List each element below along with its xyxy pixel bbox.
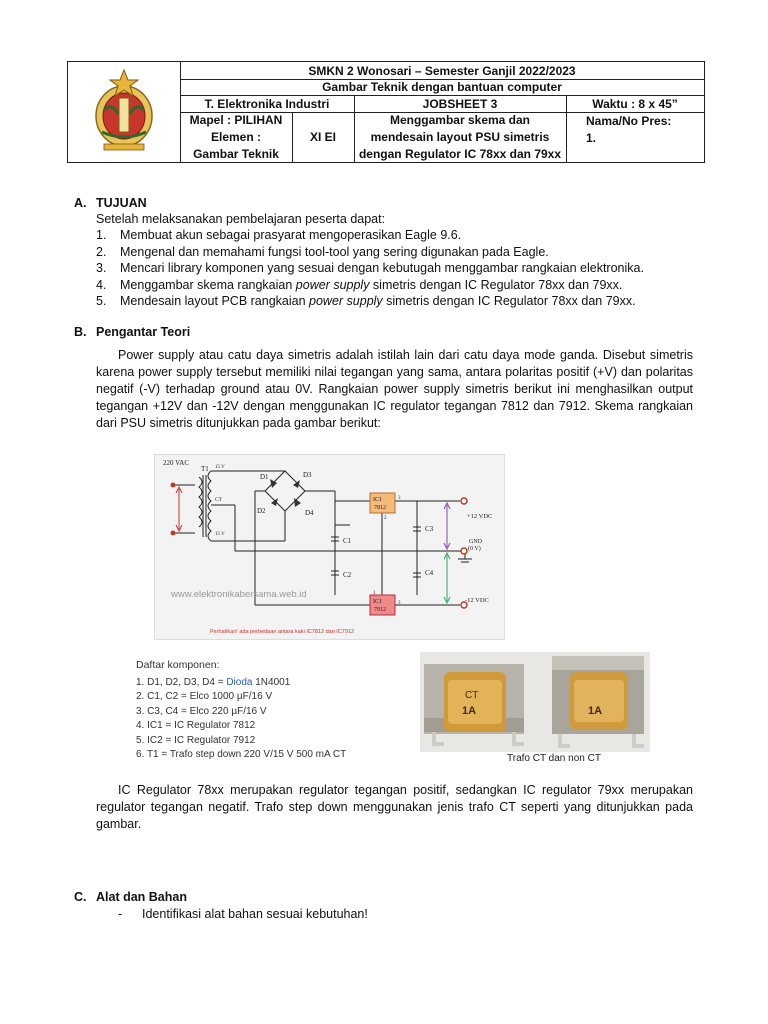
topic-line-1: Menggambar skema dan [389,112,531,127]
component-text-part: 6. T1 = Trafo step down 220 V/15 V 500 mA CT [136,749,347,760]
component-item [136,690,346,705]
section-a-title: TUJUAN [96,196,147,210]
objective-number: 3. [96,261,107,275]
section-c-item: Identifikasi alat bahan sesuai kebutuhan! [142,907,368,921]
component-text-part: 4. IC1 = IC Regulator 7812 [136,720,256,731]
c2-label: C2 [343,571,352,579]
component-text-part: 1. D1, D2, D3, D4 = [136,676,227,688]
theory-paragraph-2: IC Regulator 78xx merupakan regulator tegangan positif, sedangkan IC regulator 79xx merupakan regulator tegangan negatif. Trafo step down menggunakan jenis trafo CT seperti yang ditunjukkan pada gambar. [96,783,693,831]
d2-label: D2 [257,507,266,515]
trafo-noncT-1a-label: 1A [588,705,603,717]
time-allocation: Waktu : 8 x 45” [592,96,678,111]
transformer-caption: Trafo CT dan non CT [507,753,601,764]
component-list-title: Daftar komponen: [136,659,220,671]
ct-label: CT [215,497,223,503]
ic2-number: 7912 [374,607,386,613]
component-item [136,676,346,691]
component-text-part: 3. C3, C4 = Elco 220 µF/16 V [136,705,267,717]
d4-label: D4 [305,509,314,517]
gnd-volt-label: (0 V) [468,546,481,552]
component-text-part: 2. C1, C2 = Elco 1000 µF/16 V [136,691,273,702]
objective-text-part: simetris dengan IC Regulator 78xx dan 79xx. [382,294,636,308]
name-value: 1. [586,131,597,145]
ic-pin-note: Perhatikan! ada perbedaan antara kaki IC7812 dan IC7912 [210,629,355,635]
section-a-letter: A. [74,196,87,210]
objective-text-part: Mencari library komponen yang sesuai dengan kebutugah menggambar rangkaian elektronika. [120,261,644,275]
component-item [136,748,346,763]
c4-label: C4 [425,569,434,577]
objective-number: 5. [96,294,107,308]
objective-number: 2. [96,244,107,259]
section-b-letter: B. [74,325,87,339]
trafo-1a-label: 1A [462,705,477,717]
subject-line: Gambar Teknik dengan bantuan computer [322,80,562,94]
header-detail-row [180,112,704,162]
trafo-ct-label: CT [465,690,479,701]
objective-text-part: power supply [295,277,370,292]
objective-text-part: power supply [309,294,383,308]
section-a-intro: Setelah melaksanakan pembelajaran peserta dapat: [96,212,386,226]
department: T. Elektronika Industri [204,96,330,111]
logo-cell [68,62,181,162]
section-b-title: Pengantar Teori [96,325,191,339]
component-item [136,734,346,749]
ic2-pin-3: 3 [398,601,401,606]
component-text-part: Dioda [226,676,253,688]
objective-item [120,293,636,310]
section-c-letter: C. [74,890,87,904]
mapel-cell [180,112,293,162]
v15-bottom-label: 15 V [215,532,225,537]
name-cell [566,112,704,162]
objective-text-part: simetris dengan IC Regulator 78xx dan 79xx. [369,277,623,292]
v15-top-label: 15 V [215,465,225,470]
ic2-pin-1: 1 [373,591,376,596]
component-text-part: 1N4001 [252,676,291,688]
section-c-bullet: - [118,907,123,921]
objective-item [120,244,549,261]
header-school-row [180,62,704,80]
theory-paragraph-1: Power supply atau catu daya simetris adalah istilah lain dari catu daya mode ganda. Disebut simetris karena power supply tersebut memiliki nilai tegangan yang sama, antara polaritas positif (+V) dan polaritas negatif (-V) terhadap ground atau 0V. Rangkaian power supply simetris berikut ini menghasilkan output tegangan +12V dan -12V dengan menggunakan IC regulator tegangan 7812 dan 7912. Skema rangkaian dari PSU simetris ditunjukkan pada gambar berikut: [96,348,693,430]
pos-output-label: +12 VDC [467,513,493,520]
objective-number: 4. [96,277,107,292]
school-title: SMKN 2 Wonosari – Semester Ganjil 2022/2023 [308,63,576,78]
psu-circuit-figure [154,454,505,640]
circuit-schematic [155,455,504,639]
mapel-line-2: Elemen : [210,129,261,144]
ic1-pin-3: 3 [398,496,401,501]
d1-label: D1 [260,473,269,481]
department-cell [180,95,355,112]
name-label: Nama/No Pres: [586,114,672,128]
component-list [136,658,346,763]
header-info-row [180,95,704,113]
jobsheet: JOBSHEET 3 [422,96,498,111]
mapel-line-1: Mapel : PILIHAN [189,112,283,127]
gnd-label: GND [469,539,482,545]
t1-label: T1 [201,465,209,473]
ic1-name: IC1 [373,497,382,503]
component-item [136,719,346,734]
ic1-pin-2: 2 [384,516,387,521]
jobsheet-cell [354,95,567,112]
class-name: XI EI [309,129,336,144]
component-item [136,705,346,720]
objective-text-part: Mengenal dan memahami fungsi tool-tool yang sering digunakan pada Eagle. [120,244,549,259]
ic2-name: IC1 [373,599,382,605]
objective-number: 1. [96,228,107,242]
c1-label: C1 [343,537,352,545]
header-table [67,61,705,163]
c3-label: C3 [425,525,434,533]
neg-output-label: -12 VDC [465,597,489,604]
d3-label: D3 [303,471,312,479]
topic-line-3: dengan Regulator IC 78xx dan 79xx [358,146,562,161]
objective-text-part: Membuat akun sebagai prasyarat mengoperasikan Eagle 9.6. [120,228,462,242]
mapel-line-3: Gambar Teknik [193,146,279,161]
school-emblem-logo [68,62,180,162]
watermark-text: www.elektronikabersama.web.id [171,589,307,600]
header-subject-row [180,79,704,96]
objective-text-part: Mendesain layout PCB rangkaian [120,294,310,308]
transformer-photo [420,652,650,752]
class-cell [292,112,355,162]
objective-text-part: Menggambar skema rangkaian [120,277,296,292]
time-cell [566,95,704,112]
objective-item [120,227,461,244]
vac-label: 220 VAC [163,459,190,467]
section-c-title: Alat dan Bahan [96,890,187,904]
component-text-part: 5. IC2 = IC Regulator 7912 [136,734,256,746]
objective-item [120,260,644,277]
objective-item [120,277,622,294]
topic-line-2: mendesain layout PSU simetris [370,129,550,144]
topic-cell [354,112,567,162]
ic1-number: 7812 [374,505,386,511]
